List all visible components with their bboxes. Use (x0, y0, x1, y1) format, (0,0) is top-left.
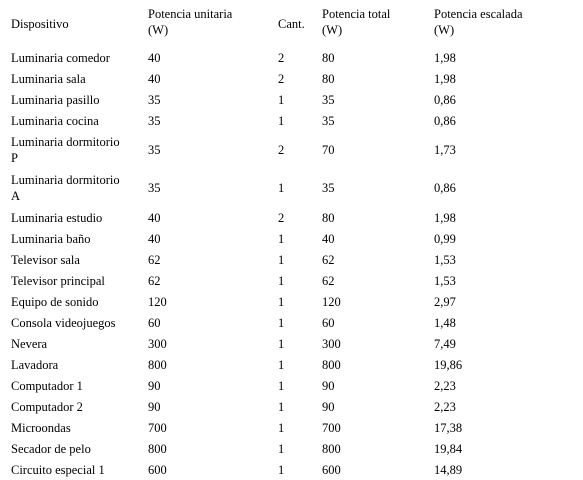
cell-device-line1: Luminaria dormitorio (11, 135, 120, 149)
cell-quantity: 1 (278, 294, 285, 309)
cell-device: Luminaria comedor (11, 50, 110, 65)
cell-unit-power: 35 (148, 181, 161, 195)
cell-device: Secador de pelo (11, 441, 91, 456)
cell-scaled-power: 14,89 (434, 462, 463, 477)
cell-scaled-power: 1,98 (434, 50, 456, 65)
cell-unit-power: 35 (148, 143, 161, 157)
cell-scaled-power: 7,49 (434, 336, 456, 351)
cell-total-power: 70 (322, 143, 335, 157)
header-total-power-line1: Potencia total (322, 7, 391, 21)
cell-device: Luminaria baño (11, 231, 91, 246)
cell-unit-power: 800 (148, 441, 167, 456)
cell-quantity: 1 (278, 399, 285, 414)
cell-total-power: 80 (322, 210, 335, 225)
cell-scaled-power: 0,99 (434, 231, 456, 246)
table-row (0, 169, 583, 207)
cell-unit-power: 35 (148, 113, 161, 128)
cell-quantity: 1 (278, 231, 285, 246)
cell-total-power: 90 (322, 378, 335, 393)
cell-total-power: 80 (322, 50, 335, 65)
cell-quantity: 1 (278, 315, 285, 330)
cell-total-power: 35 (322, 92, 335, 107)
cell-scaled-power: 1,73 (434, 143, 456, 157)
table-row (0, 312, 583, 333)
cell-device: Computador 2 (11, 399, 83, 414)
cell-scaled-power: 1,53 (434, 252, 456, 267)
cell-device: Equipo de sonido (11, 294, 99, 309)
cell-quantity: 1 (278, 420, 285, 435)
cell-unit-power: 40 (148, 71, 161, 86)
cell-scaled-power: 1,53 (434, 273, 456, 288)
cell-quantity: 1 (278, 462, 285, 477)
header-total-power (322, 0, 427, 53)
cell-device: Nevera (11, 336, 48, 351)
cell-quantity: 1 (278, 273, 285, 288)
cell-device: Luminaria cocina (11, 113, 99, 128)
table-row (0, 89, 583, 110)
cell-scaled-power: 2,23 (434, 378, 456, 393)
cell-total-power: 700 (322, 420, 341, 435)
cell-unit-power: 90 (148, 399, 161, 414)
cell-unit-power: 40 (148, 210, 161, 225)
cell-quantity: 1 (278, 92, 285, 107)
table-row (0, 270, 583, 291)
cell-quantity: 1 (278, 113, 285, 128)
table-row (0, 291, 583, 312)
table-row (0, 354, 583, 375)
header-device (11, 0, 139, 47)
cell-total-power: 300 (322, 336, 341, 351)
cell-scaled-power: 2,97 (434, 294, 456, 309)
cell-unit-power: 40 (148, 50, 161, 65)
cell-unit-power: 35 (148, 92, 161, 107)
header-unit-power-line2: (W) (148, 23, 169, 37)
cell-scaled-power: 0,86 (434, 92, 456, 107)
cell-scaled-power: 1,48 (434, 315, 456, 330)
table-row (0, 396, 583, 417)
cell-quantity: 1 (278, 336, 285, 351)
table-row (0, 131, 583, 169)
cell-device-line2: P (11, 151, 18, 165)
table-row (0, 375, 583, 396)
cell-device-line1: Luminaria dormitorio (11, 173, 120, 187)
header-unit-power (148, 0, 273, 53)
cell-quantity: 1 (278, 181, 285, 195)
cell-total-power: 800 (322, 441, 341, 456)
cell-unit-power: 300 (148, 336, 167, 351)
table-row (0, 438, 583, 459)
header-device-label: Dispositivo (11, 16, 69, 31)
header-scaled-power (434, 0, 574, 53)
header-quantity-label: Cant. (278, 16, 305, 31)
cell-total-power: 120 (322, 294, 341, 309)
cell-unit-power: 62 (148, 252, 161, 267)
table-row (0, 110, 583, 131)
cell-device: Lavadora (11, 357, 59, 372)
cell-scaled-power: 1,98 (434, 210, 456, 225)
cell-unit-power: 62 (148, 273, 161, 288)
cell-quantity: 2 (278, 71, 285, 86)
cell-total-power: 80 (322, 71, 335, 86)
cell-device: Luminaria sala (11, 71, 86, 86)
cell-device: Televisor sala (11, 252, 80, 267)
cell-scaled-power: 2,23 (434, 399, 456, 414)
cell-device (11, 169, 139, 207)
cell-device (11, 131, 139, 169)
table-row (0, 47, 583, 68)
cell-total-power: 800 (322, 357, 341, 372)
cell-total-power: 90 (322, 399, 335, 414)
table-row (0, 68, 583, 89)
header-unit-power-line1: Potencia unitaria (148, 7, 233, 21)
cell-quantity: 2 (278, 210, 285, 225)
cell-quantity: 1 (278, 252, 285, 267)
header-scaled-power-line2: (W) (434, 23, 455, 37)
cell-scaled-power: 17,38 (434, 420, 463, 435)
cell-quantity: 1 (278, 441, 285, 456)
cell-unit-power: 120 (148, 294, 167, 309)
table-row (0, 228, 583, 249)
table-row (0, 459, 583, 480)
cell-device: Computador 1 (11, 378, 83, 393)
cell-scaled-power: 0,86 (434, 113, 456, 128)
cell-device: Consola videojuegos (11, 315, 116, 330)
cell-unit-power: 90 (148, 378, 161, 393)
cell-quantity: 1 (278, 357, 285, 372)
cell-total-power: 35 (322, 113, 335, 128)
cell-quantity: 2 (278, 143, 285, 157)
header-quantity (278, 0, 316, 47)
cell-total-power: 62 (322, 273, 335, 288)
cell-total-power: 40 (322, 231, 335, 246)
table-row (0, 249, 583, 270)
cell-device: Televisor principal (11, 273, 105, 288)
table-row (0, 417, 583, 438)
cell-quantity: 2 (278, 50, 285, 65)
header-total-power-line2: (W) (322, 23, 343, 37)
cell-device: Circuito especial 1 (11, 462, 105, 477)
cell-scaled-power: 1,98 (434, 71, 456, 86)
header-scaled-power-line1: Potencia escalada (434, 7, 523, 21)
cell-total-power: 62 (322, 252, 335, 267)
table-row (0, 207, 583, 228)
cell-scaled-power: 19,84 (434, 441, 463, 456)
cell-scaled-power: 19,86 (434, 357, 463, 372)
table-header-row (0, 0, 583, 47)
cell-total-power: 60 (322, 315, 335, 330)
table-row (0, 333, 583, 354)
cell-unit-power: 40 (148, 231, 161, 246)
cell-total-power: 600 (322, 462, 341, 477)
cell-unit-power: 800 (148, 357, 167, 372)
cell-device-line2: A (11, 189, 21, 203)
cell-unit-power: 700 (148, 420, 167, 435)
cell-unit-power: 60 (148, 315, 161, 330)
cell-device: Luminaria pasillo (11, 92, 100, 107)
cell-quantity: 1 (278, 378, 285, 393)
cell-scaled-power: 0,86 (434, 181, 456, 195)
cell-device: Luminaria estudio (11, 210, 103, 225)
cell-total-power: 35 (322, 181, 335, 195)
cell-unit-power: 600 (148, 462, 167, 477)
cell-device: Microondas (11, 420, 71, 435)
